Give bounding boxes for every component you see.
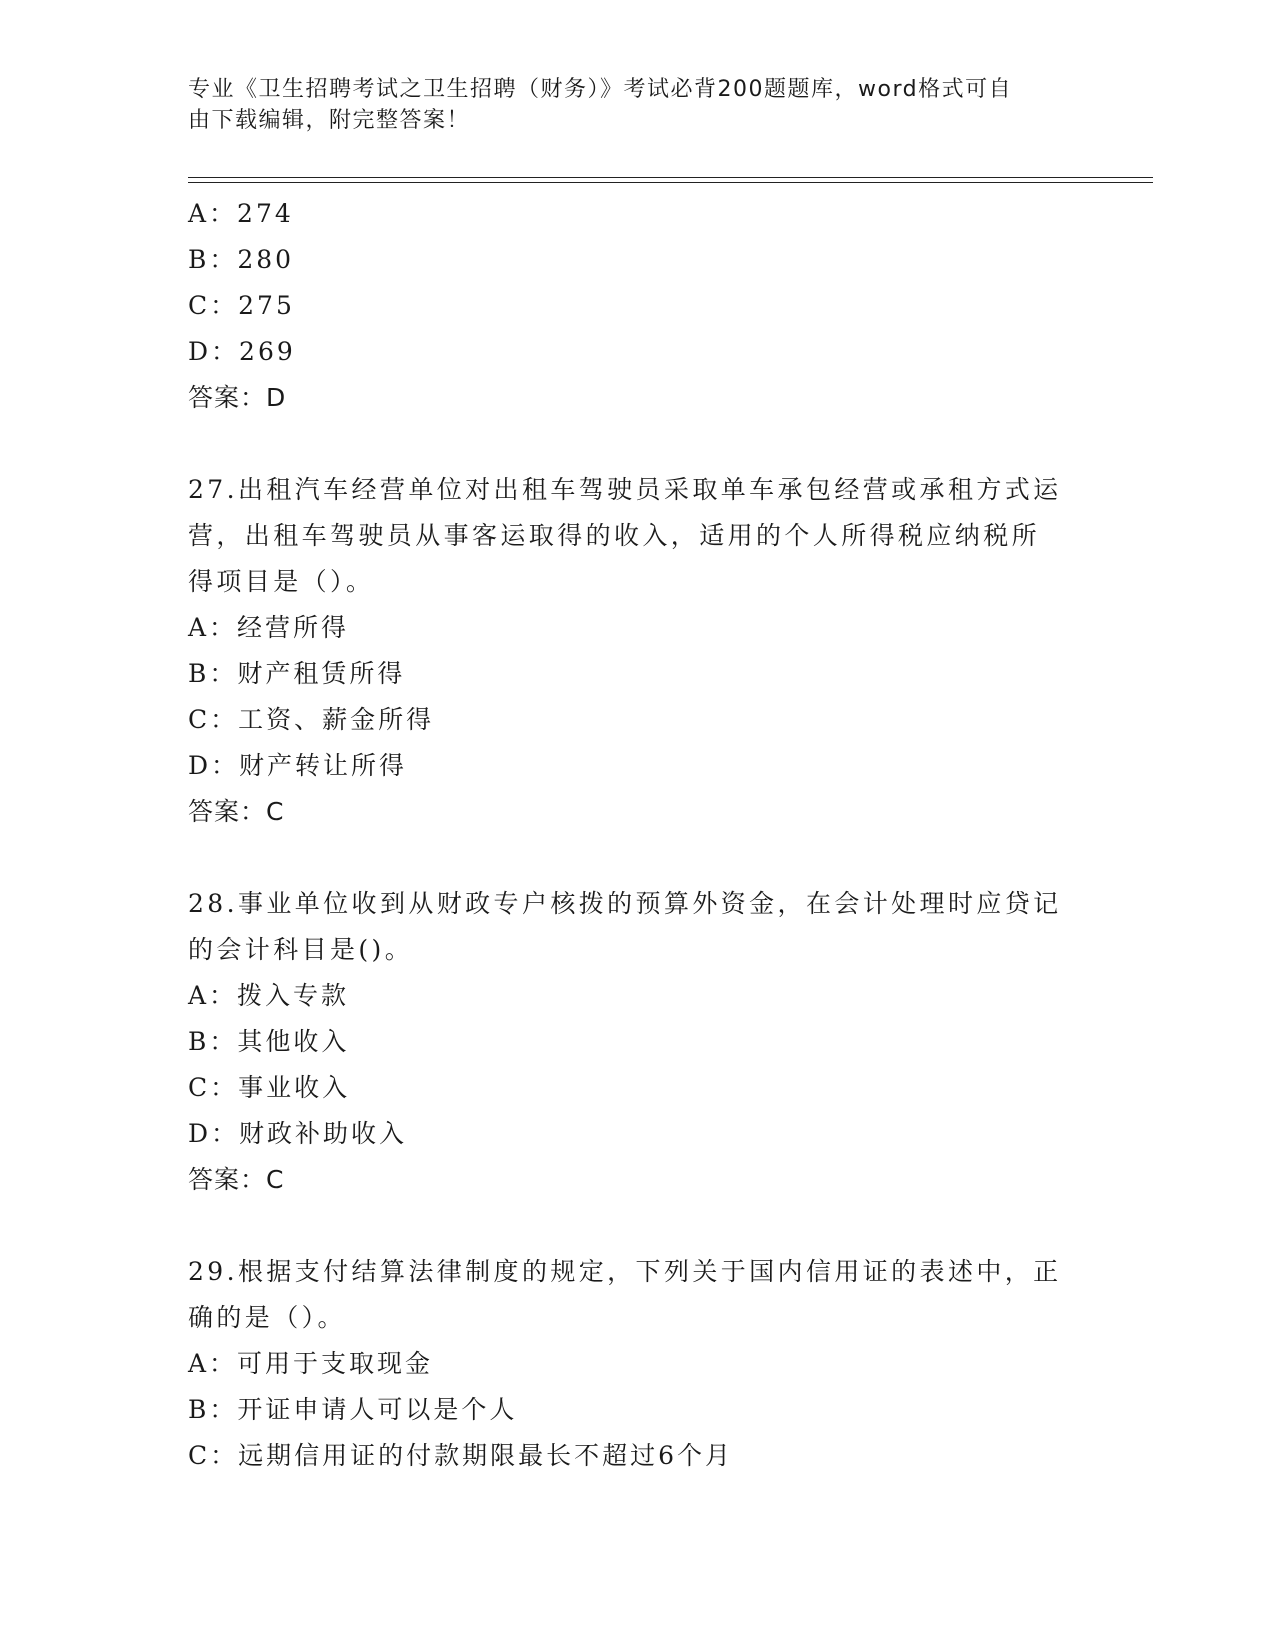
answer-label: 答案：D bbox=[188, 383, 287, 412]
question-28 bbox=[188, 881, 1068, 1203]
option-b: B：280 bbox=[188, 245, 295, 274]
question-text-line: 营，出租车驾驶员从事客运取得的收入，适用的个人所得税应纳税所 bbox=[188, 521, 1041, 550]
question-text-line: 得项目是（）。 bbox=[188, 567, 375, 596]
question-text-line: 28.事业单位收到从财政专户核拨的预算外资金，在会计处理时应贷记 bbox=[188, 889, 1062, 918]
document-header bbox=[188, 74, 1068, 136]
option-c: C：工资、薪金所得 bbox=[188, 705, 435, 734]
option-a: A：经营所得 bbox=[188, 613, 350, 642]
header-divider-bottom bbox=[188, 182, 1153, 183]
option-b: B：开证申请人可以是个人 bbox=[188, 1395, 518, 1424]
answer-label: 答案：C bbox=[188, 797, 285, 826]
question-27 bbox=[188, 467, 1068, 835]
question-text-line: 确的是（）。 bbox=[188, 1303, 346, 1332]
option-a: A：274 bbox=[188, 199, 294, 228]
option-b: B：财产租赁所得 bbox=[188, 659, 406, 688]
option-c: C：远期信用证的付款期限最长不超过6个月 bbox=[188, 1441, 734, 1470]
option-a: A：拨入专款 bbox=[188, 981, 350, 1010]
option-d: D：财政补助收入 bbox=[188, 1119, 408, 1148]
option-c: C：275 bbox=[188, 291, 295, 320]
answer-label: 答案：C bbox=[188, 1165, 285, 1194]
question-list bbox=[188, 191, 1068, 1479]
question-text-line: 27.出租汽车经营单位对出租车驾驶员采取单车承包经营或承租方式运 bbox=[188, 475, 1062, 504]
question-29 bbox=[188, 1249, 1068, 1479]
spacer bbox=[188, 835, 1068, 881]
question-text-line: 29.根据支付结算法律制度的规定，下列关于国内信用证的表述中，正 bbox=[188, 1257, 1062, 1286]
option-d: D：财产转让所得 bbox=[188, 751, 408, 780]
question-prev bbox=[188, 191, 1068, 421]
spacer bbox=[188, 421, 1068, 467]
option-c: C：事业收入 bbox=[188, 1073, 351, 1102]
header-line-1: 专业《卫生招聘考试之卫生招聘（财务）》考试必背200题题库，word格式可自 bbox=[188, 77, 1013, 102]
spacer bbox=[188, 1203, 1068, 1249]
option-a: A：可用于支取现金 bbox=[188, 1349, 434, 1378]
question-text-line: 的会计科目是()。 bbox=[188, 935, 414, 964]
option-b: B：其他收入 bbox=[188, 1027, 350, 1056]
header-line-2: 由下载编辑，附完整答案！ bbox=[188, 108, 471, 133]
option-d: D：269 bbox=[188, 337, 296, 366]
header-divider-top bbox=[188, 177, 1153, 178]
